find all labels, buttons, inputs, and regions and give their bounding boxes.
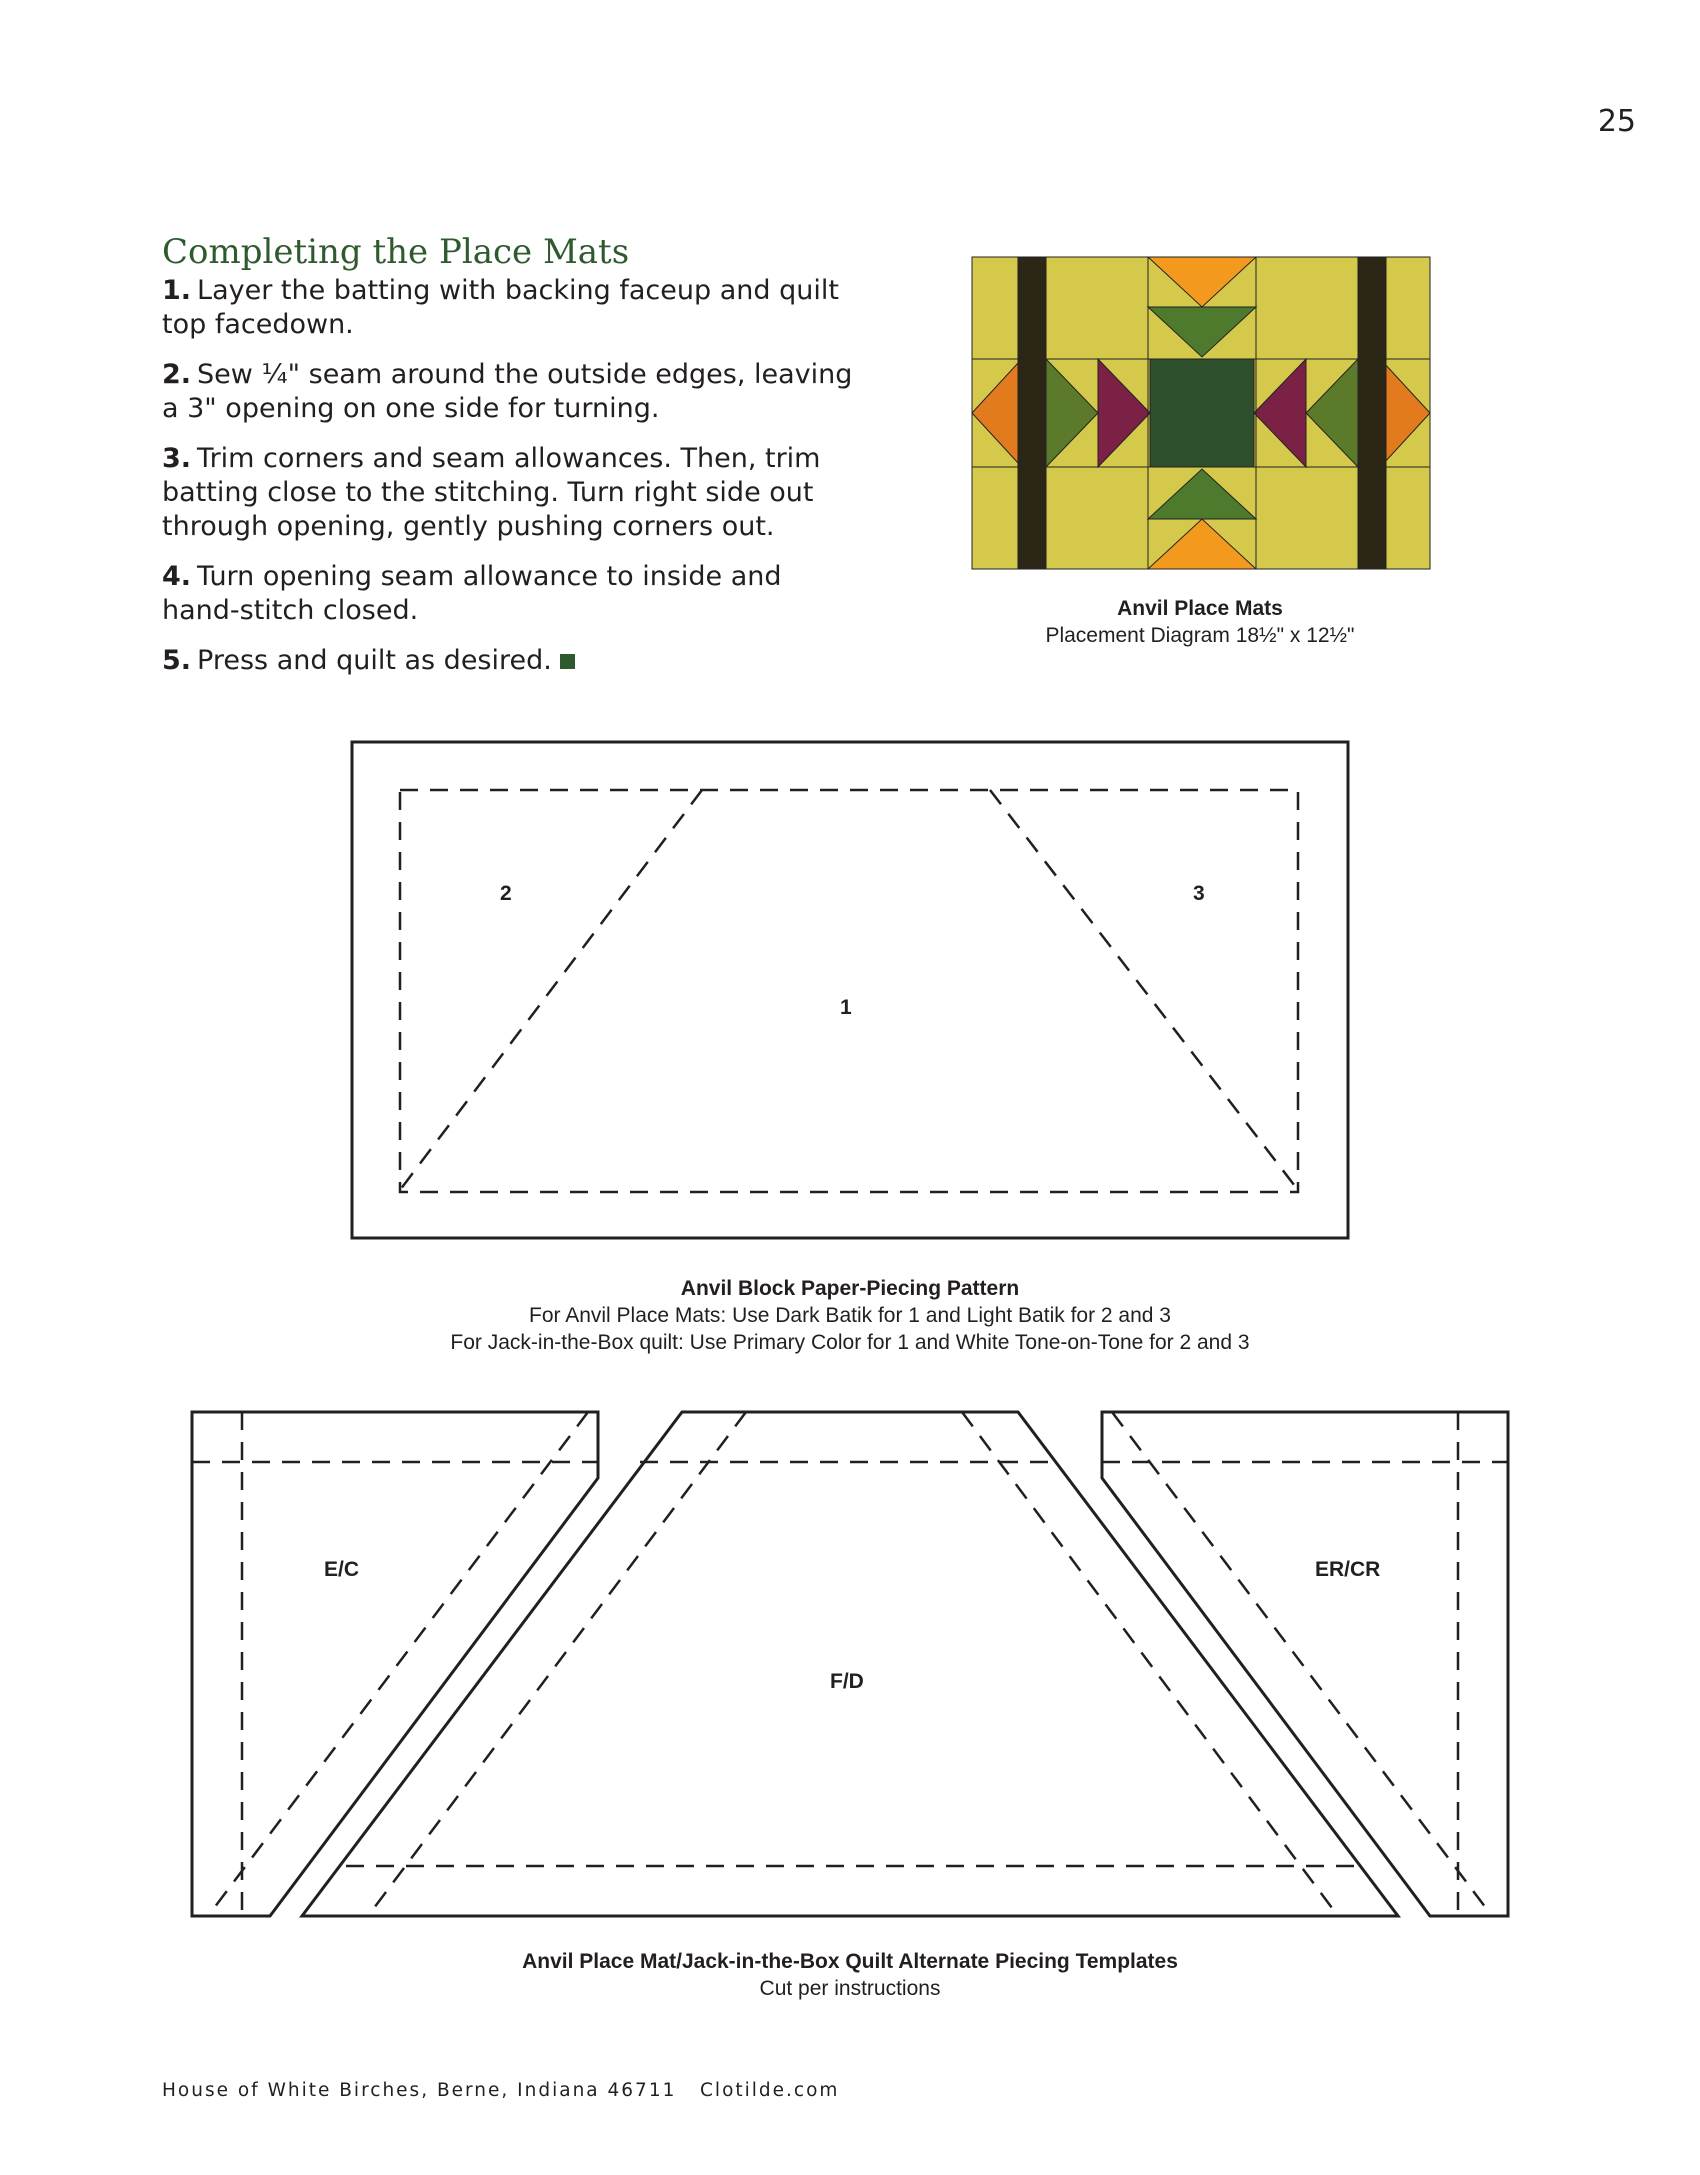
paper-piecing-pattern <box>350 740 1352 1240</box>
pattern-seam-right <box>990 790 1298 1190</box>
step-item <box>162 560 862 628</box>
step-text: Sew ¼" seam around the outside edges, leaving a 3" opening on one side for turning. <box>162 359 853 424</box>
step-number: 5. <box>162 645 192 676</box>
template-label-ec: E/C <box>324 1558 360 1581</box>
pattern-label-2: 2 <box>500 882 512 905</box>
step-item <box>162 442 862 544</box>
templates-caption-title: Anvil Place Mat/Jack-in-the-Box Quilt Alternate Piecing Templates <box>522 1950 1178 1973</box>
pattern-seam-rect <box>400 790 1298 1192</box>
step-item <box>162 358 862 426</box>
template-ec-outline <box>192 1412 598 1916</box>
step-item <box>162 274 862 342</box>
template-label-fd: F/D <box>830 1670 864 1693</box>
step-number: 4. <box>162 561 192 592</box>
step-number: 1. <box>162 275 192 306</box>
pattern-seam-left <box>400 790 702 1190</box>
step-text: Press and quilt as desired. <box>197 645 552 676</box>
center-square <box>1150 359 1254 467</box>
step-text: Trim corners and seam allowances. Then, trim batting close to the stitching. Turn right side out through opening, gently pushing corners out. <box>162 443 821 542</box>
pattern-caption <box>350 1275 1350 1356</box>
brown-right-strip <box>1358 257 1386 569</box>
section-title: Completing the Place Mats <box>162 232 630 272</box>
instruction-list <box>162 274 862 694</box>
piecing-templates <box>190 1410 1510 1920</box>
placement-diagram <box>970 255 1432 571</box>
templates-caption-subtitle: Cut per instructions <box>759 1977 941 2000</box>
template-fd-outline <box>302 1412 1398 1916</box>
step-number: 2. <box>162 359 192 390</box>
pattern-label-3: 3 <box>1193 882 1205 905</box>
pattern-caption-line2: For Jack-in-the-Box quilt: Use Primary Color for 1 and White Tone-on-Tone for 2 and 3 <box>450 1331 1250 1354</box>
step-item <box>162 644 862 678</box>
step-text: Turn opening seam allowance to inside and hand-stitch closed. <box>162 561 782 626</box>
end-mark-icon <box>560 654 575 669</box>
pattern-outer-border <box>352 742 1348 1238</box>
step-text: Layer the batting with backing faceup and quilt top facedown. <box>162 275 839 340</box>
step-number: 3. <box>162 443 192 474</box>
footer: House of White Birches, Berne, Indiana 46711 Clotilde.com <box>162 2080 840 2101</box>
brown-left-strip <box>1018 257 1046 569</box>
template-ercr-outline <box>1102 1412 1508 1916</box>
placement-caption-subtitle: Placement Diagram 18½" x 12½" <box>1045 624 1355 647</box>
pattern-caption-line1: For Anvil Place Mats: Use Dark Batik for 1 and Light Batik for 2 and 3 <box>529 1304 1171 1327</box>
page-number: 25 <box>1597 104 1636 139</box>
pattern-label-1: 1 <box>840 996 852 1019</box>
templates-caption <box>350 1948 1350 2002</box>
template-label-ercr: ER/CR <box>1315 1558 1381 1581</box>
placement-caption <box>940 595 1460 649</box>
pattern-caption-title: Anvil Block Paper-Piecing Pattern <box>680 1277 1020 1300</box>
placement-caption-title: Anvil Place Mats <box>1117 597 1283 620</box>
